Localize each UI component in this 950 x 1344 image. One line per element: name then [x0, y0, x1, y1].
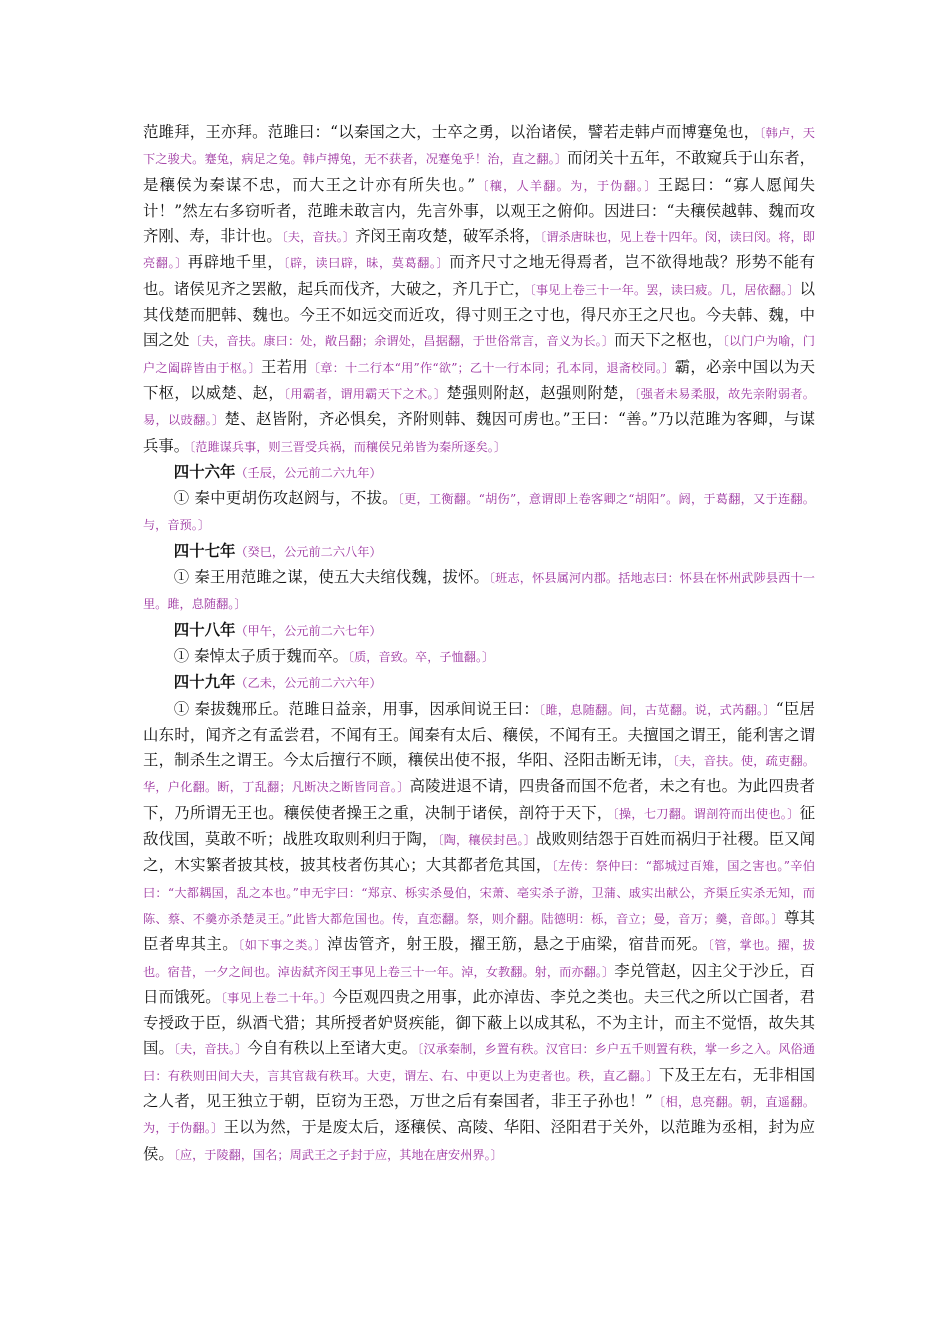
annotation: 〔谓杀唐昧也，见上卷十四年。闵，读曰闵。将，即亮翻。〕 — [143, 230, 815, 271]
main-text: 今臣观四贵之用事，此亦淖齿、李兑之类也。夫三代之所以亡国者，君专授政于臣，纵酒弋猎；其所授者妒贤疾能，御下蔽上以成其私，不为主计，而主不觉悟，故失其国。 — [143, 987, 815, 1058]
main-text: 今自有秩以上至诸大吏。 — [247, 1039, 418, 1058]
body-paragraph — [143, 697, 815, 1168]
main-text: 淖齿管齐，射王股，擢王筋，悬之于庙梁，宿昔而死。 — [327, 935, 708, 954]
main-text: 而闭关十五年，不敢窥兵于山东者，是穰侯为秦谋不忠，而大王之计亦有所失也。” — [143, 149, 815, 194]
main-text: 王以为然，于是废太后，逐穰侯、高陵、华阳、泾阳君于关外，以范雎为丞相，封为应侯。 — [143, 1118, 815, 1163]
main-text: ① 秦悼太子质于魏而卒。 — [173, 646, 348, 665]
main-text: ① 秦王用范雎之谋，使五大夫绾伐魏，拔怀。 — [173, 568, 489, 587]
annotation: 〔强者未易柔服，故先亲附弱者。易，以豉翻。〕 — [143, 386, 815, 428]
body-paragraph — [143, 486, 815, 539]
annotation: 〔如下事之类。〕 — [238, 938, 328, 953]
body-paragraph — [143, 565, 815, 618]
main-text: 李兑管赵，囚主父于沙丘，百日而饿死。 — [143, 961, 815, 1006]
main-text: 而天下之枢也， — [614, 331, 723, 350]
annotation: 〔以门户为喻，门户之阖辟皆由于枢。〕 — [143, 334, 815, 375]
main-text: 再辟地千里， — [187, 253, 284, 272]
annotation: 〔韩卢，天下之骏犬。蹇兔，病足之兔。韩卢搏兔，无不获者，况蹇兔乎！治，直之翻。〕 — [143, 126, 815, 167]
annotation: 〔夫，音扶。〕 — [281, 230, 356, 245]
main-text: 尊其臣者卑其主。 — [143, 908, 815, 954]
annotation: 〔陶，穰侯封邑。〕 — [437, 833, 537, 848]
main-text: 以其伐楚而肥韩、魏也。今王不如远交而近攻，得寸则王之寸也，得尺亦王之尺也。今夫韩、魏，中国之处 — [143, 279, 815, 350]
body-paragraph — [143, 120, 815, 460]
annotation: 〔范雎谋兵事，则三晋受兵祸，而穰侯兄弟皆为秦所逐矣。〕 — [189, 439, 507, 454]
year-note: （癸巳，公元前二六八年） — [235, 544, 382, 559]
year-title: 四十六年 — [173, 462, 236, 481]
annotation: 〔夫，音扶。〕 — [173, 1042, 248, 1057]
main-text: ① 秦中更胡伤攻赵阏与，不拔。 — [173, 489, 398, 508]
annotation: 〔事见上卷三十一年。罢，读曰疲。几，居依翻。〕 — [529, 282, 800, 297]
document-page — [143, 120, 815, 1168]
main-text: 霸，必亲中国以为天下枢，以威楚、赵， — [143, 357, 815, 402]
annotation: 〔汉承秦制，乡置有秩。汉官曰：乡户五千则置有秩，掌一乡之入。风俗通曰：有秩则田间大夫，言其官裁有秩耳。大吏，谓左、右、中更以上为吏者也。秩，直乙翻。〕 — [143, 1042, 815, 1083]
main-text: 征敌伐国，莫敢不听；战胜攻取则利归于陶， — [143, 803, 815, 849]
year-note: （壬辰，公元前二六九年） — [235, 465, 382, 480]
annotation: 〔事见上卷二十年。〕 — [220, 990, 333, 1005]
annotation: 〔相，息亮翻。朝，直遥翻。为，于伪翻。〕 — [143, 1094, 815, 1136]
year-title: 四十九年 — [173, 673, 236, 692]
annotation: 〔穰，人羊翻。为，于伪翻。〕 — [475, 178, 658, 193]
annotation: 〔夫，音扶。康曰：处，敞吕翻；余谓处，昌据翻，于世俗常言，音义为长。〕 — [189, 334, 615, 349]
annotation: 〔章：十二行本“用”作“欲”；乙十一行本同；孔本同，退斋校同。〕 — [307, 360, 675, 375]
body-paragraph — [143, 644, 815, 670]
main-text: 楚强则附赵，赵强则附楚， — [446, 383, 635, 402]
year-note: （甲午，公元前二六七年） — [235, 623, 382, 638]
year-title: 四十八年 — [173, 620, 236, 639]
annotation: 〔班志，怀县属河内郡。括地志曰：怀县在怀州武陟县西十一里。雎，息随翻。〕 — [143, 571, 815, 612]
main-text: 高陵进退不请，四贵备而国不危者，未之有也。为此四贵者下，乃所谓无王也。穰侯使者操王之重，决制于诸侯，剖符于天下， — [143, 777, 815, 822]
year-heading — [143, 539, 815, 565]
main-text: 王若用 — [260, 357, 308, 376]
annotation: 〔辟，读曰辟，昧，莫葛翻。〕 — [283, 256, 450, 271]
year-heading — [143, 618, 815, 644]
annotation: 〔夫，音扶。使，疏吏翻。华，户化翻。断，丁乱翻；凡断决之断皆同音。〕 — [143, 754, 815, 795]
annotation: 〔雎，息随翻。间，古苋翻。说，式芮翻。〕 — [538, 702, 776, 717]
annotation: 〔更，工衡翻。“胡伤”，意谓即上卷客卿之“胡阳”。阏，于葛翻，又于连翻。与，音预。〕 — [143, 492, 815, 533]
main-text: 下及王左右，无非相国之人者，见王独立于朝，臣窃为王恐，万世之后有秦国者，非王子孙也！” — [143, 1065, 815, 1110]
annotation: 〔用霸者，谓用霸天下之术。〕 — [284, 386, 447, 401]
main-text: 范雎拜，王亦拜。范雎曰：“以秦国之大，士卒之勇，以治诸侯，譬若走韩卢而博蹇兔也， — [143, 123, 760, 141]
main-text: 王跽曰：“寡人愿闻失计！”然左右多窃听者，范雎未敢言内，先言外事，以观王之俯仰。因进曰：“夫穰侯越韩、魏而攻齐刚、寿，非计也。 — [143, 175, 815, 246]
year-heading — [143, 670, 815, 696]
annotation: 〔质，音致。卒，子恤翻。〕 — [348, 649, 495, 664]
main-text: 齐闵王南攻楚，破军杀将， — [355, 227, 541, 246]
main-text: ① 秦拔魏邢丘。范雎日益亲，用事，因承间说王曰： — [173, 699, 539, 718]
main-text: “臣居山东时，闻齐之有孟尝君，不闻有王。闻秦有太后、穰侯，不闻有王。夫擅国之谓王，能利害之谓王，制杀生之谓王。今太后擅行不顾，穰侯出使不报，华阳、泾阳击断无讳， — [143, 699, 815, 770]
annotation: 〔应，于陵翻，国名；周武王之子封于应，其地在唐安州界。〕 — [173, 1147, 503, 1162]
year-heading — [143, 460, 815, 486]
main-text: 而齐尺寸之地无得焉者，岂不欲得地哉？形势不能有也。诸侯见齐之罢敝，起兵而伐齐，大破之，齐几于亡， — [143, 253, 815, 298]
year-title: 四十七年 — [173, 541, 236, 560]
main-text: 楚、赵皆附，齐必惧矣，齐附则韩、魏因可虏也。”王曰：“善。”乃以范雎为客卿，与谋兵事。 — [143, 410, 815, 455]
year-note: （乙未，公元前二六六年） — [235, 676, 382, 691]
main-text: 战败则结怨于百姓而祸归于社稷。臣又闻之，木实繁者披其枝，披其枝者伤其心；大其都者危其国， — [143, 830, 815, 875]
annotation: 〔操，七刀翻。谓剖符而出使也。〕 — [612, 806, 800, 821]
annotation: 〔左传：祭仲曰：“都城过百雉，国之害也。”辛伯曰：“大都耦国，乱之本也。”申无宇曰：“郑京、栎实杀曼伯，宋萧、亳实杀子游，卫蒲、戚实出献公，齐渠丘实杀无知，而陈、蔡、不羹亦杀楚灵王。”此皆大都危国也。传，直恋翻。祭，则介翻。陆德明：栎，音立；曼，音万；羹，音郎。〕 — [143, 859, 815, 926]
annotation: 〔管，掌也。擢，拔也。宿昔，一夕之间也。淖齿弑齐闵王事见上卷三十一年。淖，女教翻。射，而亦翻。〕 — [143, 938, 815, 979]
